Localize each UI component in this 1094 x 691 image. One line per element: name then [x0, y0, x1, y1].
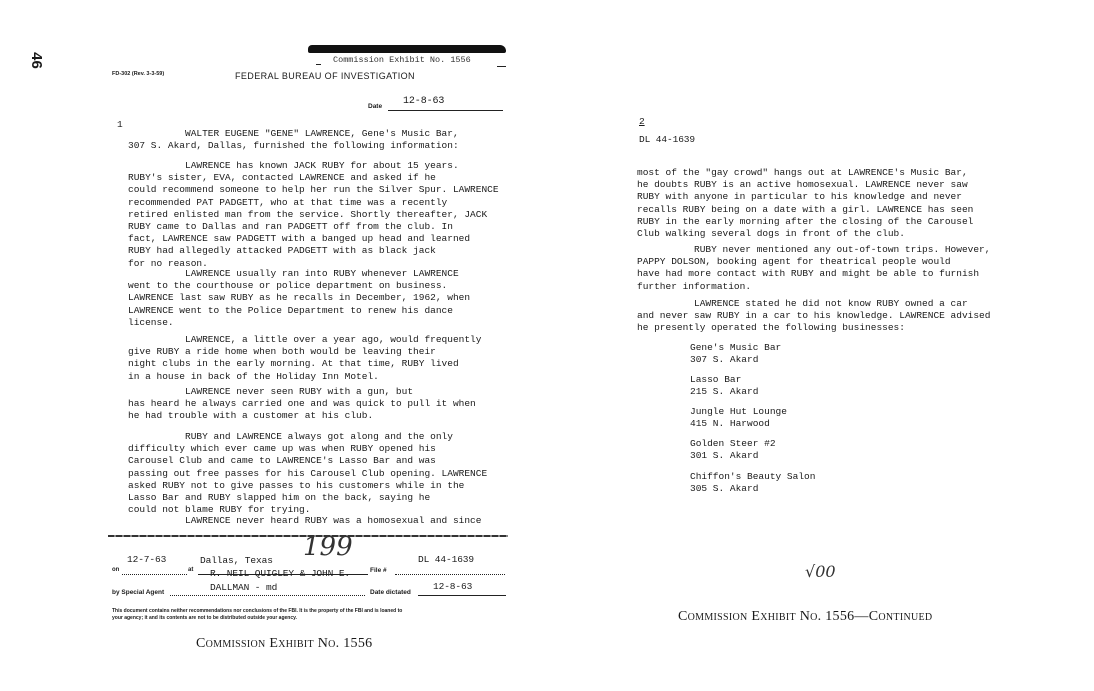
- paragraph: [637, 244, 990, 293]
- text-line: RUBY had allegedly attacked PADGETT with as black jack: [128, 245, 436, 257]
- agents-line-2: DALLMAN - md: [210, 582, 278, 593]
- text-line: for no reason.: [128, 257, 208, 269]
- text-line: could not blame RUBY for trying.: [128, 504, 311, 516]
- text-line: LAWRENCE stated he did not know RUBY owned a car: [694, 298, 968, 309]
- agents-line-1: R. NEIL QUIGLEY & JOHN E.: [210, 568, 351, 579]
- text-line: RUBY came to Dallas and ran PADGETT off from the club. In: [128, 220, 453, 232]
- business-address: 305 S. Akard: [690, 483, 759, 495]
- page-marker: 1: [117, 119, 123, 130]
- date-line: [388, 110, 503, 111]
- paragraph: [128, 386, 476, 423]
- business-name: Chiffon's Beauty Salon: [690, 471, 816, 482]
- exhibit-caption: Commission Exhibit No. 1556—Continued: [678, 609, 933, 624]
- business-address: 215 S. Akard: [690, 386, 759, 398]
- agent-label: by Special Agent: [112, 589, 165, 596]
- text-line: went to the courthouse or police department on business.: [128, 280, 448, 292]
- business-name: Gene's Music Bar: [690, 342, 782, 353]
- text-line: LAWRENCE never heard RUBY was a homosexual and since: [185, 515, 482, 526]
- exhibit-caption: Commission Exhibit No. 1556: [196, 636, 373, 651]
- text-line: in a house in back of the Holiday Inn Motel.: [128, 370, 379, 382]
- text-line: he presently operated the following businesses:: [637, 322, 905, 334]
- text-line: LAWRENCE last saw RUBY as he recalls in December, 1962, when: [128, 292, 471, 304]
- text-line: Club walking several dogs in front of the club.: [637, 227, 905, 239]
- dictated-label: Date dictated: [370, 589, 411, 596]
- text-line: license.: [128, 316, 174, 328]
- text-line: night clubs in the early morning. At that time, RUBY lived: [128, 358, 459, 370]
- file-number: DL 44-1639: [418, 554, 475, 565]
- exhibit-stamp: Commission Exhibit No. 1556: [333, 55, 471, 65]
- business-address: 415 N. Harwood: [690, 418, 770, 430]
- paragraph: [128, 334, 481, 383]
- text-line: has heard he always carried one and was quick to pull it when: [128, 398, 476, 410]
- business-item: [690, 342, 781, 366]
- text-line: Lasso Bar and RUBY slapped him on the back, saying he: [128, 491, 431, 503]
- text-line: LAWRENCE usually ran into RUBY whenever LAWRENCE: [185, 268, 459, 279]
- business-name: Lasso Bar: [690, 374, 742, 385]
- text-line: could recommend someone to help her run the Silver Spur. LAWRENCE: [128, 184, 499, 196]
- text-line: RUBY and LAWRENCE always got along and the only: [185, 431, 453, 442]
- date-label: Date: [368, 103, 383, 110]
- text-line: he had trouble with a customer at his club.: [128, 410, 374, 422]
- paragraph: [637, 167, 973, 240]
- file-line: [395, 574, 505, 575]
- text-line: LAWRENCE never seen RUBY with a gun, but: [185, 386, 414, 397]
- business-item: [690, 438, 776, 462]
- file-number: DL 44-1639: [639, 134, 696, 145]
- file-label: File #: [370, 567, 387, 574]
- redaction-bar: [308, 45, 506, 53]
- text-line: give RUBY a ride home when both would be leaving their: [128, 346, 436, 358]
- dictated-date: 12-8-63: [433, 581, 473, 592]
- text-line: LAWRENCE, a little over a year ago, would frequently: [185, 334, 482, 345]
- handwritten-mark: √00: [805, 562, 836, 581]
- stamp-dash: [316, 64, 321, 65]
- text-line: retired enlisted man from the service. Shortly thereafter, JACK: [128, 208, 488, 220]
- paragraph: [128, 128, 459, 152]
- paragraph: [128, 268, 470, 329]
- text-line: RUBY never mentioned any out-of-town trips. However,: [694, 244, 991, 255]
- disclaimer-line-2: your agency; it and its contents are not to be distributed outside your agency.: [112, 615, 297, 621]
- text-line: LAWRENCE has known JACK RUBY for about 15 years.: [185, 160, 459, 171]
- stamp-dash-right: [497, 66, 506, 67]
- text-line: further information.: [637, 280, 752, 292]
- business-item: [690, 471, 815, 495]
- text-line: recalls RUBY being on a date with a girl. LAWRENCE has seen: [637, 203, 974, 215]
- text-line: he doubts RUBY is an active homosexual. LAWRENCE never saw: [637, 179, 968, 191]
- business-name: Golden Steer #2: [690, 438, 776, 449]
- text-line: PAPPY DOLSON, booking agent for theatrical people would: [637, 256, 951, 268]
- at-label: at: [188, 567, 194, 573]
- on-line: [122, 574, 187, 575]
- report-date: 12-8-63: [403, 96, 445, 107]
- business-address: 307 S. Akard: [690, 354, 759, 366]
- paragraph: [128, 515, 481, 527]
- text-line: have had more contact with RUBY and might be able to furnish: [637, 268, 980, 280]
- text-line: RUBY with anyone in particular to his knowledge and never: [637, 191, 962, 203]
- text-line: LAWRENCE went to the Police Department to renew his dance: [128, 304, 453, 316]
- page-number: 46: [27, 52, 45, 69]
- handwritten-number: 199: [303, 532, 353, 562]
- text-line: recommended PAT PADGETT, who at that time was a recently: [128, 196, 448, 208]
- text-line: RUBY's sister, EVA, contacted LAWRENCE and asked if he: [128, 172, 436, 184]
- page-marker: 2: [639, 116, 645, 127]
- business-item: [690, 406, 787, 430]
- disclaimer-line-1: This document contains neither recommendations nor conclusions of the FBI. It is the property of the FBI and is loaned to: [112, 608, 403, 614]
- paragraph: [128, 160, 499, 270]
- business-name: Jungle Hut Lounge: [690, 406, 787, 417]
- agency-heading: FEDERAL BUREAU OF INVESTIGATION: [235, 71, 415, 81]
- text-line: RUBY in the early morning after the closing of the Carousel: [637, 215, 974, 227]
- text-line: most of the "gay crowd" hangs out at LAWRENCE's Music Bar,: [637, 167, 968, 178]
- business-item: [690, 374, 758, 398]
- on-label: on: [112, 567, 120, 573]
- text-line: passing out free passes for his Carousel Club opening. LAWRENCE: [128, 467, 488, 479]
- text-line: and never saw RUBY in a car to his knowledge. LAWRENCE advised: [637, 310, 991, 322]
- text-line: difficulty which ever came up was when RUBY opened his: [128, 443, 436, 455]
- business-address: 301 S. Akard: [690, 450, 759, 462]
- text-line: 307 S. Akard, Dallas, furnished the following information:: [128, 140, 459, 152]
- paragraph: [128, 431, 487, 516]
- text-line: asked RUBY not to give passes to his customers while in the: [128, 479, 465, 491]
- form-number: FD-302 (Rev. 3-3-59): [112, 71, 165, 77]
- dictated-line: [418, 595, 506, 596]
- text-line: Carousel Club and came to LAWRENCE's Lasso Bar and was: [128, 455, 436, 467]
- interview-date: 12-7-63: [127, 554, 167, 565]
- interview-location: Dallas, Texas: [200, 555, 273, 566]
- paragraph: [637, 298, 990, 335]
- text-line: fact, LAWRENCE saw PADGETT with a banged up head and learned: [128, 233, 471, 245]
- agent-line: [170, 595, 365, 596]
- text-line: WALTER EUGENE "GENE" LAWRENCE, Gene's Music Bar,: [185, 128, 459, 139]
